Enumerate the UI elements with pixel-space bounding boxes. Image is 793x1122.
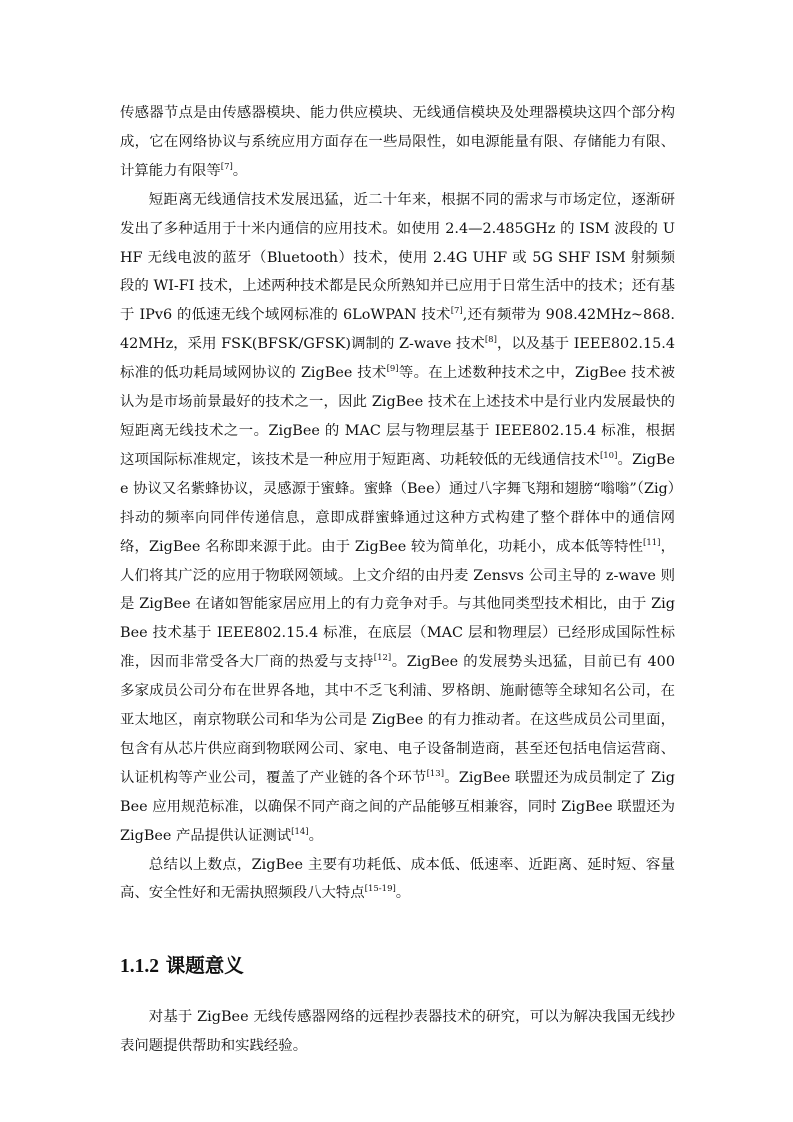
text: ，人们将其广泛的应用于物联网领域。上文介绍的由丹麦 Zensvs 公司主导的 z-wave 则是 ZigBee 在诸如智能家居应用上的有力竞争对手。与其他同类型技术相比，由于 ZigBee 技术基于 IEEE802.15.4 标准，在底层（MAC 层和物理层）已经形成国际性标准，因而非常受各大厂商的热爱与支持	[120, 538, 675, 671]
citation: [14]	[291, 826, 309, 837]
section-title: 课题意义	[165, 954, 244, 978]
text: 。ZigBee 协议又名紫蜂协议，灵感源于蜜蜂。蜜蜂（Bee）通过八字舞飞翔和翅膀“嗡嗡”（Zig）抖动的频率向同伴传递信息，意即成群蜜蜂通过这种方式构建了整个群体中的通信网络，ZigBee 名称即来源于此。由于 ZigBee 较为简单化，功耗小，成本低等特性	[120, 451, 675, 555]
paragraph-short-range-wireless	[120, 186, 675, 851]
text: 总结以上数点，ZigBee 主要有功耗低、成本低、低速率、近距离、延时短、容量高、安全性好和无需执照频段八大特点	[120, 856, 675, 902]
citation: [11]	[643, 537, 661, 548]
paragraph-sensor-node	[120, 99, 675, 186]
paragraph-summary	[120, 851, 675, 909]
citation: [9]	[386, 364, 399, 375]
citation: [15-19]	[364, 884, 396, 895]
citation: [13]	[426, 768, 445, 779]
section-number: 1.1.2	[120, 956, 159, 978]
citation: [12]	[373, 653, 392, 664]
text: 。	[232, 162, 248, 179]
citation: [8]	[484, 335, 497, 346]
text: 传感器节点是由传感器模块、能力供应模块、无线通信模块及处理器模块这四个部分构成，它在网络协议与系统应用方面存在一些局限性，如电源能量有限、存储能力有限、计算能力有限等	[120, 105, 675, 179]
text: 。ZigBee 的发展势头迅猛，目前已有 400 多家成员公司分布在世界各地，其中不乏飞利浦、罗格朗、施耐德等全球知名公司，在亚太地区，南京物联公司和华为公司是 ZigBee 的有力推动者。在这些成员公司里面，包含有从芯片供应商到物联网公司、家电、电子设备制造商，甚至还包括电信运营商、认证机构等产业公司，覆盖了产业链的各个环节	[120, 654, 675, 786]
citation: [10]	[599, 450, 618, 461]
text: 。ZigBee 联盟还为成员制定了 ZigBee 应用规范标准，以确保不同产商之间的产品能够互相兼容，同时 ZigBee 联盟还为 ZigBee 产品提供认证测试	[120, 769, 675, 844]
section-heading	[120, 952, 675, 981]
citation: [7]	[450, 306, 463, 317]
citation: [7]	[220, 161, 233, 172]
text: 。	[395, 885, 411, 902]
text: 。	[308, 827, 323, 844]
paragraph-significance: 对基于 ZigBee 无线传感器网络的远程抄表器技术的研究，可以为解决我国无线抄表问题提供帮助和实践经验。	[120, 1009, 675, 1055]
text: 短距离无线通信技术发展迅猛，近二十年来，根据不同的需求与市场定位，逐渐研发出了多种适用于十米内通信的应用技术。如使用 2.4—2.485GHz 的 ISM 波段的 UHF 无线电波的蓝牙（Bluetooth）技术，使用 2.4G UHF 或 5G SHF ISM 射频频段的 WI-FI 技术，上述两种技术都是民众所熟知并已应用于日常生活中的技术；还有基于 IPv6 的低速无线个域网标准的 6LoWPAN 技术	[120, 191, 675, 324]
text: 等。在上述数种技术之中，ZigBee 技术被认为是市场前景最好的技术之一，因此 ZigBee 技术在上述技术中是行业内发展最快的短距离无线技术之一。ZigBee 的 MAC 层与物理层基于 IEEE802.15.4 标准，根据这项国际标准规定，该技术是一种应用于短距离、功耗较低的无线通信技术	[120, 365, 676, 468]
text: ,还有频带为 908.42MHz~868.42MHz，采用 FSK(BFSK/GFSK)调制的 Z-wave 技术	[120, 307, 676, 353]
text: ，以及基于 IEEE802.15.4 标准的低功耗局域网协议的 ZigBee 技术	[120, 336, 675, 382]
page-body	[120, 99, 675, 1061]
